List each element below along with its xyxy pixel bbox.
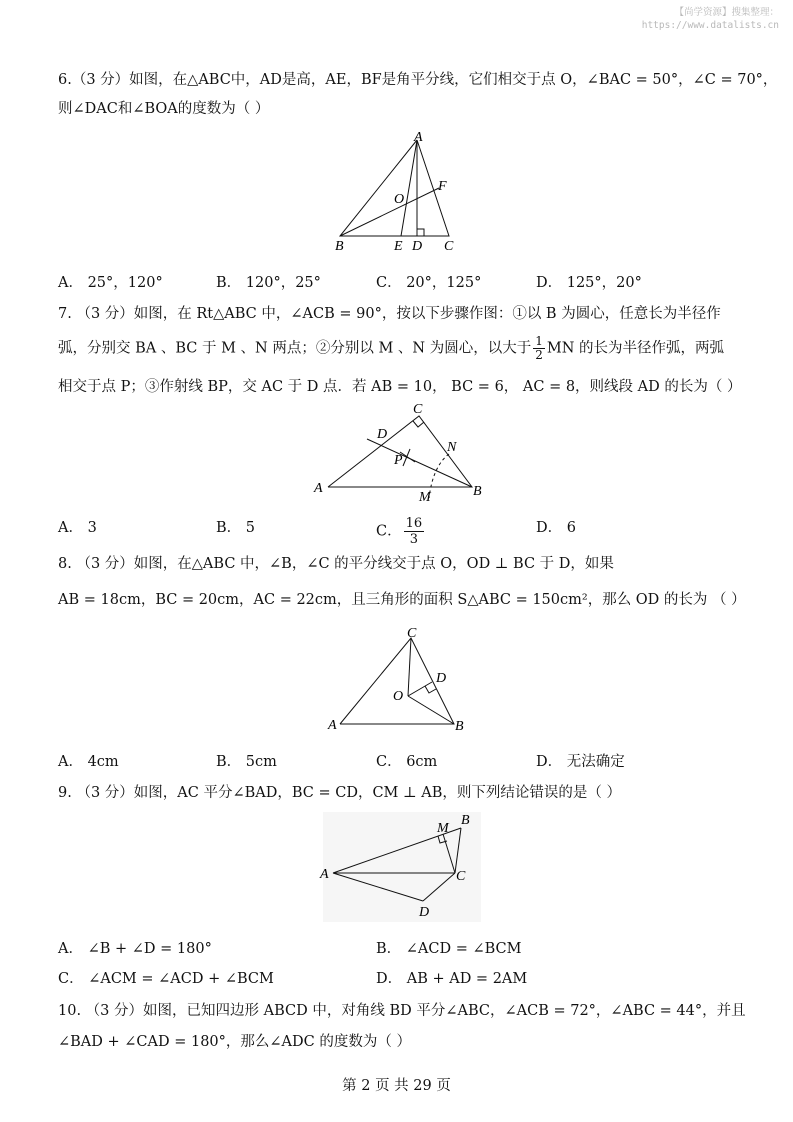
q8-label-B: B [455, 719, 464, 734]
q6-text-line2: 则∠DAC和∠BOA的度数为（ ） [58, 101, 270, 117]
q7-label-D: D [377, 427, 388, 442]
q8-right-angle-mark [425, 686, 436, 693]
q8-option-d: D． 无法确定 [536, 754, 625, 770]
q7-label-M: M [419, 490, 431, 505]
q7-arc-MN [429, 454, 449, 498]
q8-text-line2: AB = 18cm，BC = 20cm，AC = 22cm，且三角形的面积 S△ABC = 150cm²，那么 OD 的长为 （ ） [58, 592, 746, 608]
q9-label-M: M [437, 821, 449, 836]
q6-option-b: B． 120°，25° [216, 275, 321, 291]
q10-text-line2: ∠BAD + ∠CAD = 180°，那么∠ADC 的度数为（ ） [58, 1034, 411, 1050]
q6-label-O: O [394, 192, 405, 207]
q6-label-A: A [414, 130, 423, 145]
q7-option-c-fraction [404, 516, 425, 547]
q8-label-A: A [328, 718, 337, 733]
q7-fraction-num: 1 [535, 334, 543, 348]
q6-label-E: E [394, 239, 403, 254]
q9-figure-background [323, 812, 481, 922]
q6-option-c: C． 20°，125° [376, 275, 482, 291]
q6-label-F: F [438, 179, 447, 194]
q7-figure [305, 400, 495, 508]
q7-option-c-letter: C． [376, 523, 402, 540]
q7-text-line1: 7. （3 分）如图，在 Rt△ABC 中，∠ACB = 90°，按以下步骤作图：①以 B 为圆心，任意长为半径作 [58, 306, 721, 322]
q8-text-line1: 8. （3 分）如图，在△ABC 中，∠B，∠C 的平分线交于点 O，OD ⊥ BC 于 D，如果 [58, 556, 614, 572]
watermark-line2: https://www.datalists.cn [641, 20, 779, 31]
q6-option-a: A． 25°，120° [58, 275, 163, 291]
q6-triangle [340, 140, 449, 236]
q8-figure [320, 620, 480, 738]
q7-option-a: A． 3 [58, 520, 97, 536]
q7-right-angle-mark [413, 421, 424, 427]
q6-label-C: C [444, 239, 454, 254]
q8-bisector-CO [408, 638, 411, 696]
q6-text-line1: 6.（3 分）如图，在△ABC中，AD是高，AE，BF是角平分线，它们相交于点 O，∠BAC = 50°，∠C = 70°， [58, 72, 778, 88]
q7-label-P: P [394, 453, 403, 468]
q7-text-line3: 相交于点 P；③作射线 BP，交 AC 于 D 点．若 AB = 10， BC = 6， AC = 8，则线段 AD 的长为（ ） [58, 379, 742, 395]
q7-fraction-den: 2 [535, 348, 543, 362]
q7-label-N: N [447, 440, 457, 455]
q7-label-C: C [413, 402, 423, 417]
q7-option-d: D． 6 [536, 520, 576, 536]
page-footer: 第 2 页 共 29 页 [342, 1078, 451, 1094]
q9-option-c: C． ∠ACM = ∠ACD + ∠BCM [58, 971, 274, 987]
q7-label-B: B [473, 484, 482, 499]
watermark-line1: 【尚学资源】搜集整理： [674, 7, 779, 18]
q7-option-c [376, 516, 426, 547]
q7-fraction [533, 335, 545, 362]
q6-bisector-AE [401, 140, 417, 236]
q9-option-b: B． ∠ACD = ∠BCM [376, 941, 522, 957]
q8-option-a: A． 4cm [58, 754, 119, 770]
q7-option-b: B． 5 [216, 520, 255, 536]
q7-label-A: A [314, 481, 323, 496]
q9-label-C: C [456, 869, 466, 884]
q6-right-angle-mark [417, 229, 424, 236]
q9-figure [315, 810, 485, 924]
q7-line2-part2: MN 的长为半径作弧，两弧 [546, 340, 724, 357]
q6-option-d: D． 125°，20° [536, 275, 642, 291]
q10-text-line1: 10. （3 分）如图，已知四边形 ABCD 中，对角线 BD 平分∠ABC，∠ACB = 72°，∠ABC = 44°，并且 [58, 1003, 746, 1019]
q9-option-a: A． ∠B + ∠D = 180° [58, 941, 212, 957]
q7-text-line2 [58, 335, 724, 362]
q9-label-D: D [419, 905, 430, 920]
q6-label-D: D [412, 239, 423, 254]
q9-text-line1: 9. （3 分）如图，AC 平分∠BAD，BC = CD，CM ⊥ AB，则下列结论错误的是（ ） [58, 785, 621, 801]
q6-label-B: B [335, 239, 344, 254]
q8-option-c: C． 6cm [376, 754, 438, 770]
q6-figure [325, 126, 465, 254]
q8-label-D: D [436, 671, 447, 686]
q8-option-b: B． 5cm [216, 754, 277, 770]
q8-perp-OD [408, 682, 432, 696]
q7-option-c-den: 3 [409, 532, 419, 547]
q9-label-B: B [461, 813, 470, 828]
q9-label-A: A [320, 867, 329, 882]
watermark [642, 6, 779, 32]
q7-option-c-num: 16 [405, 516, 423, 531]
q9-option-d: D． AB + AD = 2AM [376, 971, 528, 987]
q8-label-C: C [407, 626, 417, 641]
q8-label-O: O [393, 689, 404, 704]
q7-line2-part1: 弧，分别交 BA 、BC 于 M 、N 两点；②分别以 M 、N 为圆心，以大于 [58, 340, 532, 357]
